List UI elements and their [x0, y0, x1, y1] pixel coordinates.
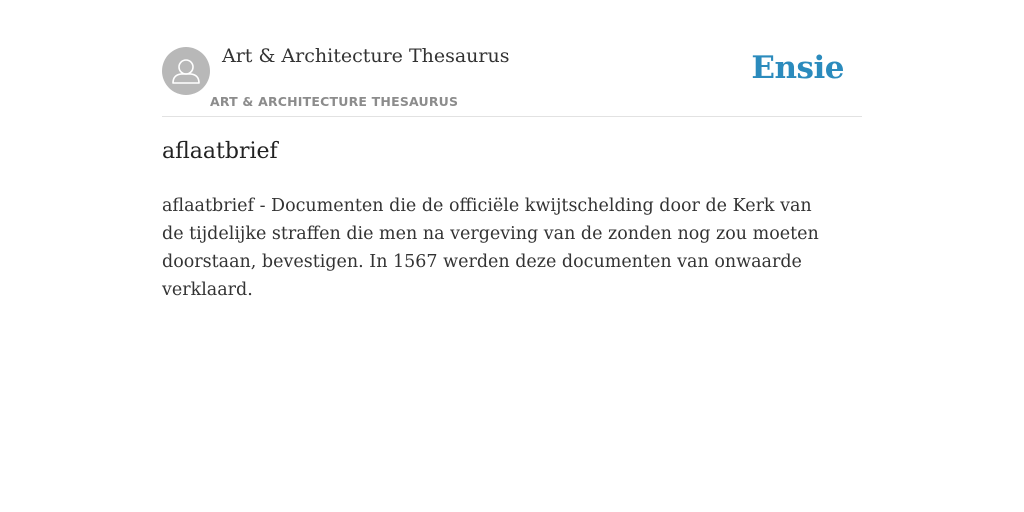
page-container: [162, 0, 862, 300]
author-name[interactable]: Art & Architecture Thesaurus: [222, 45, 510, 67]
ensie-logo[interactable]: Ensie: [751, 50, 844, 86]
entry-title: aflaatbrief: [162, 139, 278, 164]
user-icon: [162, 47, 210, 95]
entry-definition: aflaatbrief - Documenten die de officiële kwijtschelding door de Kerk van de tijdelijke straffen die men na vergeving van de zonden nog zou moeten doorstaan, bevestigen. In 1567 werden deze documenten van onwaarde verklaard.: [162, 196, 819, 300]
entry-header: [162, 0, 862, 117]
author-avatar[interactable]: [162, 47, 210, 95]
source-label: ART & ARCHITECTURE THESAURUS: [210, 94, 459, 109]
